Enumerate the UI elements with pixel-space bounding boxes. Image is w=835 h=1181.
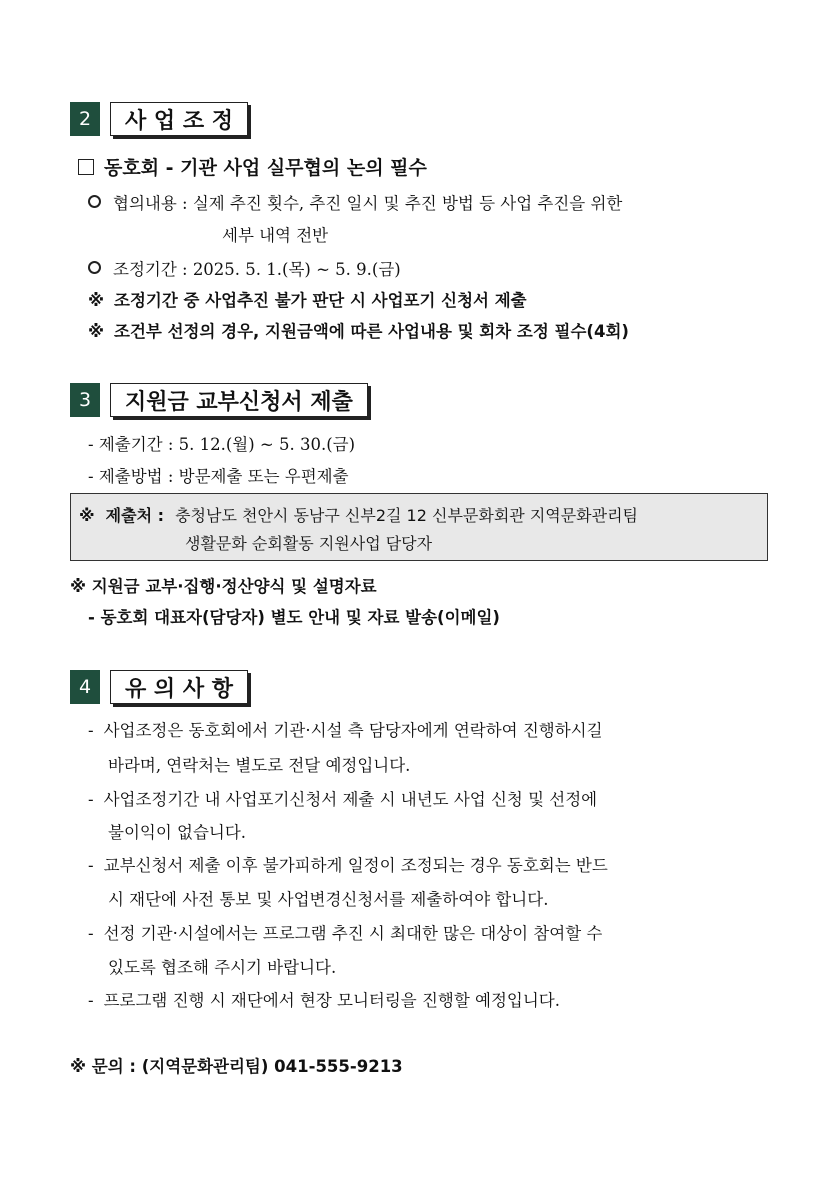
section-2-heading: 동호회 - 기관 사업 실무협의 논의 필수 — [78, 153, 427, 180]
section-3-header — [70, 383, 368, 417]
period-item — [88, 256, 401, 280]
submission-line-1: ※ 제출처 : 충청남도 천안시 동남구 신부2길 12 신부문화회관 지역문화관리팀 — [79, 506, 639, 525]
section-2-header — [70, 102, 248, 136]
notice-item-1: - 사업조정은 동호회에서 기관·시설 측 담당자에게 연락하여 진행하시길 — [88, 721, 603, 740]
notice-item-1-cont: 바라며, 연락처는 별도로 전달 예정입니다. — [108, 756, 411, 775]
section-number: 3 — [70, 383, 100, 417]
forms-note: ※ 지원금 교부·집행·정산양식 및 설명자료 — [70, 577, 377, 596]
submission-box — [70, 493, 768, 561]
item-text: 2025. 5. 1.(목) ~ 5. 9.(금) — [192, 260, 401, 279]
checkbox-square-icon — [78, 159, 94, 175]
notice-item-5: - 프로그램 진행 시 재단에서 현장 모니터링을 진행할 예정입니다. — [88, 991, 560, 1010]
item-label: 조정기간 : — [113, 260, 188, 279]
contact-info: ※ 문의 : (지역문화관리팀) 041-555-9213 — [70, 1057, 403, 1076]
submit-period: - 제출기간 : 5. 12.(월) ~ 5. 30.(금) — [88, 435, 356, 454]
item-text: 실제 추진 횟수, 추진 일시 및 추진 방법 등 사업 추진을 위한 — [192, 194, 623, 213]
section-number: 2 — [70, 102, 100, 136]
submit-method: - 제출방법 : 방문제출 또는 우편제출 — [88, 467, 349, 486]
submission-line-2: 생활문화 순회활동 지원사업 담당자 — [185, 534, 433, 553]
section-title: 지원금 교부신청서 제출 — [110, 383, 368, 417]
note-1: ※ 조정기간 중 사업추진 불가 판단 시 사업포기 신청서 제출 — [88, 291, 527, 310]
consult-item-cont: 세부 내역 전반 — [222, 226, 329, 245]
circle-bullet-icon — [88, 195, 101, 208]
notice-item-3-cont: 시 재단에 사전 통보 및 사업변경신청서를 제출하여야 합니다. — [108, 890, 549, 909]
circle-bullet-icon — [88, 261, 101, 274]
note-2: ※ 조건부 선정의 경우, 지원금액에 따른 사업내용 및 회차 조정 필수(4회) — [88, 322, 629, 341]
notice-item-4: - 선정 기관·시설에서는 프로그램 추진 시 최대한 많은 대상이 참여할 수 — [88, 924, 603, 943]
section-4-header — [70, 670, 248, 704]
notice-item-2: - 사업조정기간 내 사업포기신청서 제출 시 내년도 사업 신청 및 선정에 — [88, 790, 598, 809]
item-label: 협의내용 : — [113, 194, 188, 213]
consult-item — [88, 190, 622, 214]
section-title: 사 업 조 정 — [110, 102, 248, 136]
forms-subnote: - 동호회 대표자(담당자) 별도 안내 및 자료 발송(이메일) — [88, 608, 500, 627]
notice-item-4-cont: 있도록 협조해 주시기 바랍니다. — [108, 958, 337, 977]
notice-item-2-cont: 불이익이 없습니다. — [108, 823, 247, 842]
notice-item-3: - 교부신청서 제출 이후 불가피하게 일정이 조정되는 경우 동호회는 반드 — [88, 856, 608, 875]
section-title: 유 의 사 항 — [110, 670, 248, 704]
section-number: 4 — [70, 670, 100, 704]
